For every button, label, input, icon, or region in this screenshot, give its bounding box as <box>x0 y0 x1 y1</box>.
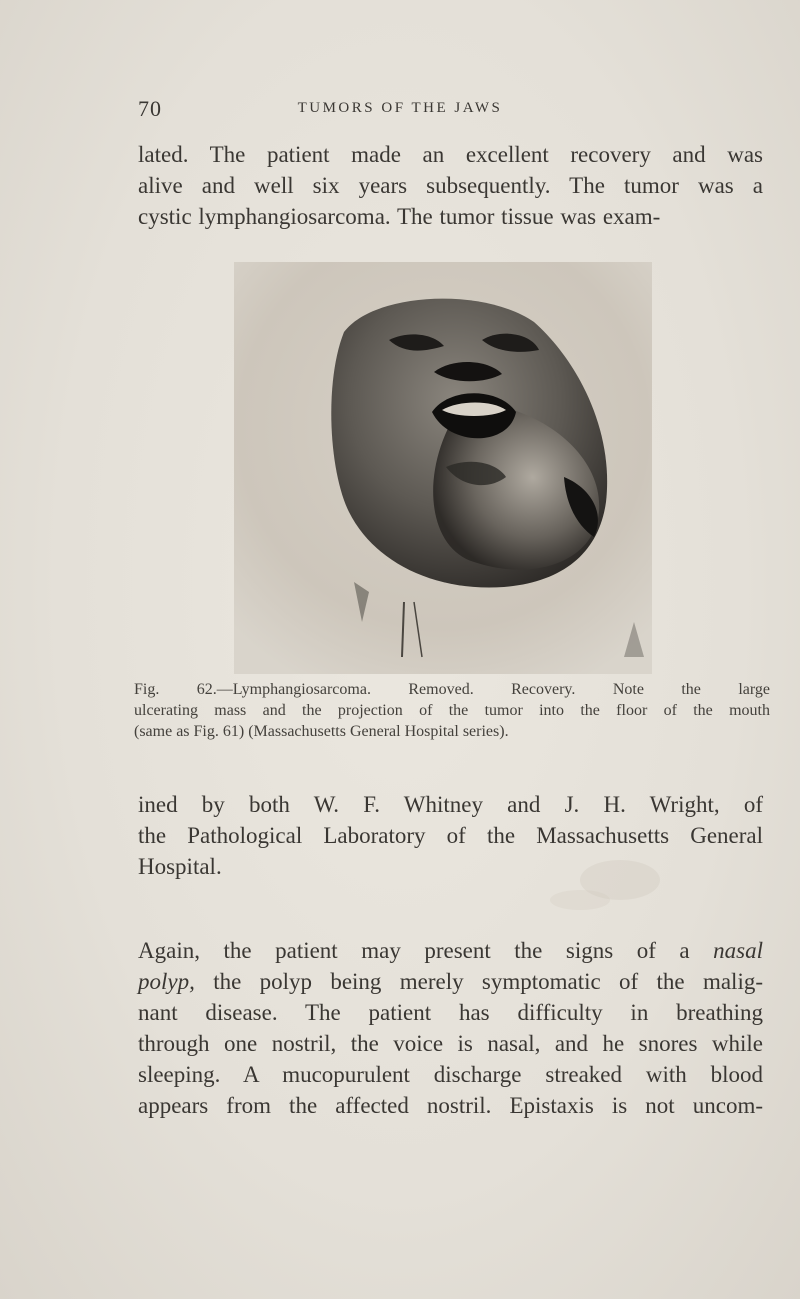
italic-term: nasal <box>713 938 764 963</box>
paragraph-1 <box>138 139 763 232</box>
paper-smudge <box>520 850 680 930</box>
text-line: appears from the affected nostril. Epistaxis is not uncom- <box>138 1093 763 1118</box>
caption-line: ulcerating mass and the projection of the tumor into the floor of the mouth <box>134 702 770 719</box>
caption-line: Fig. 62.—Lymphangiosarcoma. Removed. Recovery. Note the large <box>134 681 770 698</box>
paragraph-3 <box>138 935 763 1121</box>
page-number: 70 <box>138 96 162 121</box>
text-line: ined by both W. F. Whitney and J. H. Wright, of <box>138 792 763 817</box>
line-text: the polyp being merely symptomatic of the malig- <box>213 969 764 994</box>
text-line: sleeping. A mucopurulent discharge streaked with blood <box>138 1062 763 1087</box>
figure-photograph <box>234 262 652 674</box>
figure-caption <box>134 679 770 742</box>
text-line: the Pathological Laboratory of the Massachusetts General <box>138 823 763 848</box>
text-line: nant disease. The patient has difficulty in breathing <box>138 1000 763 1025</box>
page-header <box>138 96 662 124</box>
text-line: Hospital. <box>138 854 222 879</box>
line-text: Again, the patient may present the signs of a <box>138 938 690 963</box>
text-line: lated. The patient made an excellent recovery and was <box>138 142 763 167</box>
text-line <box>138 935 763 966</box>
italic-term: polyp, <box>138 969 195 994</box>
text-line: alive and well six years subsequently. The tumor was a <box>138 173 763 198</box>
running-head: TUMORS OF THE JAWS <box>297 100 503 116</box>
text-line <box>138 966 763 997</box>
text-line: cystic lymphangiosarcoma. The tumor tissue was exam- <box>138 204 661 229</box>
caption-line: (same as Fig. 61) (Massachusetts General Hospital series). <box>134 723 509 740</box>
text-line: through one nostril, the voice is nasal, and he snores while <box>138 1031 763 1056</box>
